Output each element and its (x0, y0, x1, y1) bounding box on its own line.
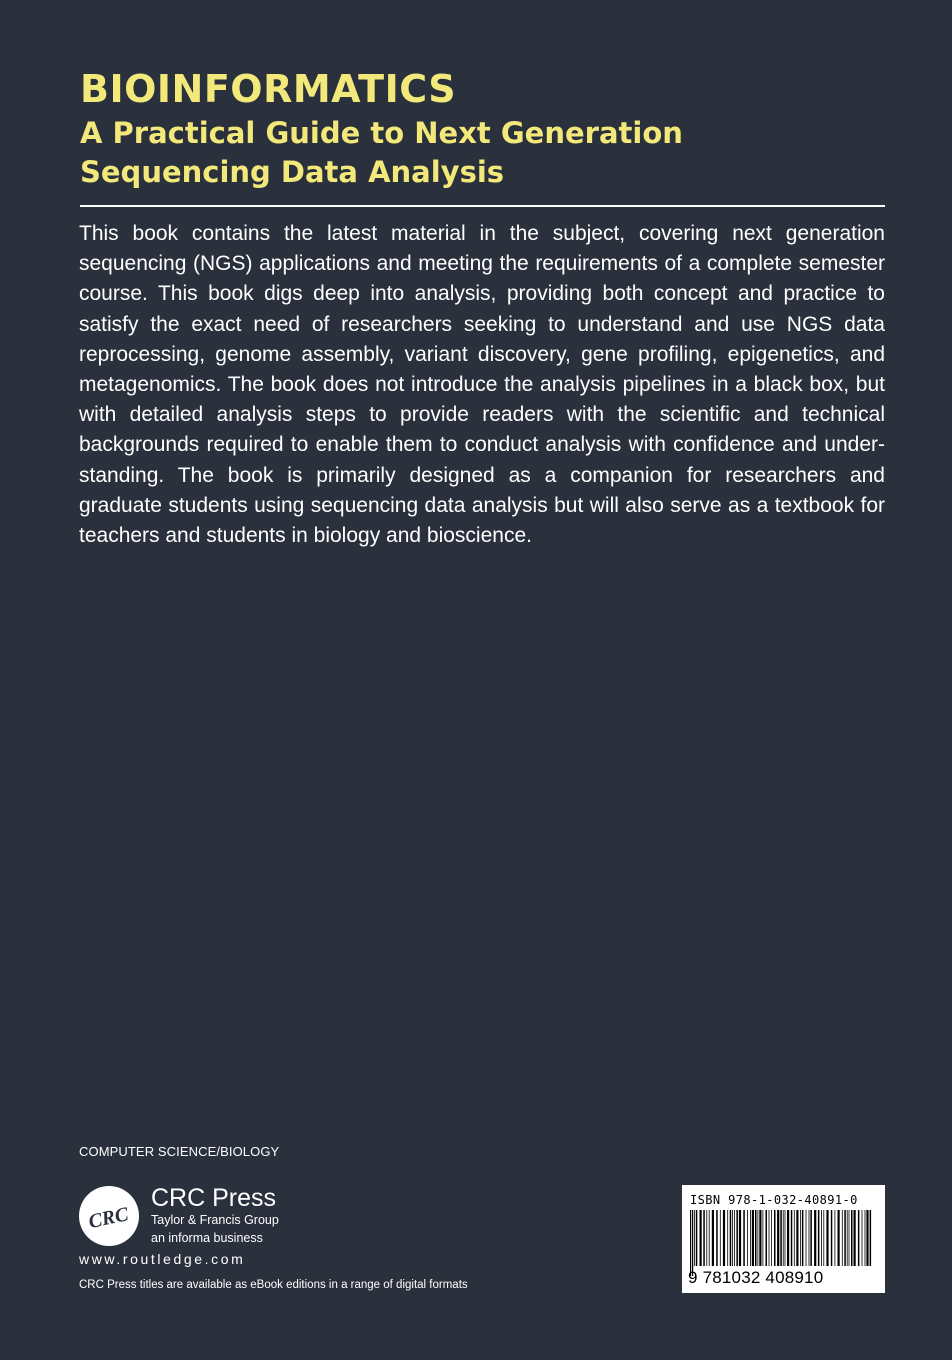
title-divider (80, 205, 885, 207)
isbn-label: ISBN 978-1-032-40891-0 (690, 1193, 858, 1207)
barcode-bar (750, 1210, 751, 1266)
barcode-bar (712, 1210, 714, 1266)
barcode-bar (844, 1210, 846, 1266)
barcode-bar (694, 1210, 695, 1266)
barcode-bar (703, 1210, 705, 1266)
barcode-bar (763, 1210, 764, 1266)
barcode-bar (821, 1210, 822, 1266)
book-title: BIOINFORMATICS (80, 67, 457, 111)
book-subtitle: A Practical Guide to Next Generation Sequencing Data Analysis (80, 116, 683, 189)
barcode-bar (823, 1210, 824, 1266)
barcode-bar (755, 1210, 757, 1266)
crc-logo-text: CRC (86, 1203, 131, 1234)
barcode-bar (814, 1210, 816, 1266)
publisher-tagline: an informa business (151, 1231, 263, 1245)
barcode-bar (847, 1210, 848, 1266)
barcode-bar (759, 1210, 761, 1266)
barcode-bar (734, 1210, 735, 1266)
barcode-bar (732, 1210, 733, 1266)
barcode-bar (777, 1210, 779, 1266)
barcode-guard-bar (690, 1210, 691, 1276)
barcode-bar (706, 1210, 707, 1266)
barcode-bar (806, 1210, 807, 1266)
barcode-bar (831, 1210, 833, 1266)
barcode-bar (752, 1210, 754, 1266)
barcode-bar (783, 1210, 784, 1266)
barcode-bar (736, 1210, 738, 1266)
barcode-guard-bar (692, 1210, 693, 1276)
barcode-bar (796, 1210, 798, 1266)
barcode-bar (851, 1210, 853, 1266)
barcode-bar (809, 1210, 810, 1266)
publisher-group: Taylor & Francis Group (151, 1213, 279, 1227)
ebook-note: CRC Press titles are available as eBook editions in a range of digital formats (79, 1279, 468, 1291)
barcode-bar (800, 1210, 801, 1266)
barcode-bar (730, 1210, 732, 1266)
barcode-bar (802, 1210, 804, 1266)
barcode-digits: 9 781032 408910 (688, 1268, 824, 1287)
barcode-bar (818, 1210, 820, 1266)
barcode-bar (766, 1210, 768, 1266)
barcode-bar (787, 1210, 789, 1266)
barcode-bar (870, 1210, 872, 1266)
barcode-bar (771, 1210, 772, 1266)
barcode-bars (690, 1210, 876, 1276)
barcode-bar (794, 1210, 795, 1266)
crc-logo-icon (79, 1186, 139, 1246)
barcode-bar (743, 1210, 745, 1266)
barcode-bar (727, 1210, 728, 1266)
publisher-name: CRC Press (151, 1184, 277, 1212)
barcode-bar (810, 1210, 812, 1266)
barcode-bar (780, 1210, 782, 1266)
barcode-bar (774, 1210, 776, 1266)
barcode-bar (826, 1210, 828, 1266)
barcode-bar (849, 1210, 850, 1266)
subject-category: COMPUTER SCIENCE/BIOLOGY (79, 1144, 280, 1159)
barcode-bar (854, 1210, 856, 1266)
barcode-bar (716, 1210, 718, 1266)
barcode-bar (862, 1210, 863, 1266)
barcode-bar (835, 1210, 836, 1266)
barcode-bar (758, 1210, 759, 1266)
publisher-website: www.routledge.com (79, 1251, 246, 1267)
barcode-bar (696, 1210, 698, 1266)
barcode-bar (720, 1210, 721, 1266)
barcode-bar (739, 1210, 741, 1266)
barcode-bar (769, 1210, 770, 1266)
barcode-bar (838, 1210, 840, 1266)
barcode-bar (866, 1210, 868, 1266)
barcode-bar (842, 1210, 843, 1266)
barcode-bar (709, 1210, 710, 1266)
barcode-bar (865, 1210, 866, 1266)
barcode-bar (785, 1210, 786, 1266)
barcode-bar (700, 1210, 702, 1266)
barcode-bar (791, 1210, 793, 1266)
barcode-bar (858, 1210, 860, 1266)
barcode-bar (723, 1210, 725, 1266)
barcode-bar (747, 1210, 748, 1266)
book-description: This book contains the latest material in the subject, covering next generation sequencing (NGS) applications and meeting the requirements of a complete semester course. This book digs deep into analysis, providing both concept and practice to satisfy the exact need of researchers seeking to understand and use NGS data reprocessing, genome assembly, variant discovery, gene profiling, epigenetics, and metagenomics. The book does not introduce the analysis pipelines in a black box, but with detailed analysis steps to provide readers with the scientific and technical backgrounds required to enable them to conduct analysis with confidence and understanding. The book is primarily designed as a companion for researchers and graduate students using sequencing data analysis but will also serve as a textbook for teachers and students in biology and bioscience. (79, 222, 885, 548)
